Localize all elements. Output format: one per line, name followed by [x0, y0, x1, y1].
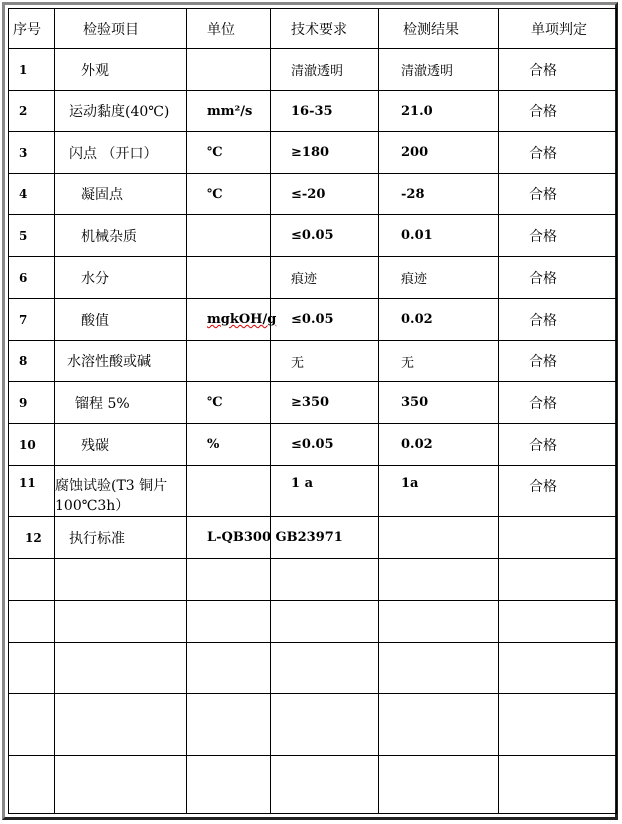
cell-text: 水溶性酸或碱: [67, 354, 151, 370]
cell-text: 合格: [529, 62, 557, 79]
result-cell: [379, 132, 499, 174]
cell-text: 合格: [529, 312, 557, 329]
header-cell: 检验项目: [55, 9, 187, 49]
requirement-cell: [271, 49, 379, 91]
requirement-cell: [271, 341, 379, 382]
cell-text: 6: [19, 270, 28, 285]
unit-cell: [187, 132, 271, 174]
cell-text: 4: [19, 187, 28, 201]
empty-cell: [379, 643, 499, 694]
empty-cell: [9, 559, 55, 601]
inspection-item-cell: [55, 257, 187, 299]
cell-text: ≥180: [291, 145, 330, 160]
cell-text: 无: [291, 355, 305, 371]
cell-text: 残碳: [81, 437, 109, 454]
header-cell: 技术要求: [271, 9, 379, 49]
inspection-item-cell: [55, 424, 187, 466]
cell-text: 酸值: [81, 312, 109, 329]
cell-text: 1a: [401, 476, 419, 491]
empty-cell: [379, 694, 499, 756]
cell-text: 200: [401, 145, 429, 160]
judgement-cell: [499, 174, 617, 215]
table-row: [9, 257, 617, 299]
judgement-cell: [499, 466, 617, 517]
unit-cell: [187, 215, 271, 257]
judgement-cell: [499, 132, 617, 174]
empty-cell: [379, 601, 499, 643]
table-row: [9, 382, 617, 424]
cell-text: 清澈透明: [401, 64, 454, 79]
requirement-cell: [271, 174, 379, 215]
judgement-cell: [499, 257, 617, 299]
cell-text: 21.0: [401, 103, 433, 119]
empty-cell: [271, 694, 379, 756]
row-number-cell: [9, 466, 55, 517]
judgement-cell: [499, 382, 617, 424]
empty-cell: [55, 756, 187, 814]
cell-text: 合格: [529, 270, 557, 287]
result-cell: [379, 517, 499, 559]
empty-table-row: [9, 694, 617, 756]
requirement-cell: [271, 424, 379, 466]
empty-table-row: [9, 643, 617, 694]
result-cell: [379, 299, 499, 341]
cell-text: 合格: [529, 395, 557, 412]
unit-cell: [187, 424, 271, 466]
inspection-item-cell: [55, 382, 187, 424]
unit-cell: [187, 382, 271, 424]
cell-text: 7: [19, 312, 28, 327]
judgement-cell: [499, 49, 617, 91]
inspection-item-cell: [55, 174, 187, 215]
cell-text: 0.01: [401, 228, 433, 243]
unit-cell: [187, 517, 343, 559]
empty-cell: [55, 694, 187, 756]
empty-table-row: [9, 756, 617, 814]
cell-text: 16-35: [291, 103, 333, 119]
table-row: [9, 517, 617, 559]
cell-text: ≤0.05: [291, 228, 334, 243]
empty-cell: [379, 756, 499, 814]
row-number-cell: [9, 299, 55, 341]
requirement-cell: [271, 215, 379, 257]
cell-text: 1: [19, 62, 28, 77]
cell-text: ≤-20: [291, 186, 326, 202]
cell-text: 闪点 （开口）: [69, 145, 158, 162]
requirement-cell: [271, 382, 379, 424]
row-number-cell: [9, 424, 55, 466]
table-row: [9, 424, 617, 466]
cell-text: 外观: [81, 62, 109, 79]
row-number-cell: [9, 517, 55, 559]
table-row: [9, 91, 617, 132]
inspection-item-cell: [55, 91, 187, 132]
inspection-item-cell: [55, 466, 187, 517]
cell-text: 水分: [81, 270, 109, 287]
cell-text: 8: [19, 354, 28, 368]
unit-cell: [187, 257, 271, 299]
empty-cell: [9, 694, 55, 756]
empty-cell: [499, 559, 617, 601]
row-number-cell: [9, 49, 55, 91]
empty-cell: [9, 756, 55, 814]
cell-text: 执行标准: [69, 530, 125, 547]
requirement-cell: [271, 132, 379, 174]
result-cell: [379, 424, 499, 466]
empty-cell: [271, 601, 379, 643]
cell-text: 机械杂质: [81, 228, 137, 245]
judgement-cell: [499, 341, 617, 382]
cell-text: 12: [25, 530, 42, 545]
unit-cell: [187, 341, 271, 382]
result-cell: [379, 382, 499, 424]
empty-cell: [187, 559, 271, 601]
inspection-item-cell: [55, 49, 187, 91]
cell-text: 合格: [529, 187, 557, 203]
header-cell: 单项判定: [499, 9, 617, 49]
cell-text: ℃: [207, 186, 223, 202]
cell-text: 1 a: [291, 476, 313, 491]
empty-cell: [9, 601, 55, 643]
cell-text: mgkOH/g: [207, 312, 277, 327]
cell-text: ℃: [207, 395, 223, 410]
table-row: [9, 132, 617, 174]
table-row: [9, 341, 617, 382]
cell-text: 合格: [529, 479, 557, 495]
cell-text: 0.02: [401, 437, 433, 452]
row-number-cell: [9, 257, 55, 299]
cell-text: 5: [19, 228, 28, 243]
cell-text: 痕迹: [401, 272, 428, 287]
inspection-item-cell: [55, 517, 187, 559]
empty-cell: [271, 756, 379, 814]
judgement-cell: [499, 91, 617, 132]
empty-cell: [499, 694, 617, 756]
cell-text: %: [207, 437, 220, 452]
table-row: [9, 49, 617, 91]
table-row: [9, 174, 617, 215]
result-cell: [379, 466, 499, 517]
cell-text: 3: [19, 145, 28, 160]
cell-text: 0.02: [401, 312, 433, 327]
inspection-item-cell: [55, 299, 187, 341]
empty-table-row: [9, 601, 617, 643]
result-cell: [379, 91, 499, 132]
unit-cell: [187, 91, 271, 132]
cell-text: -28: [401, 186, 425, 202]
empty-cell: [187, 601, 271, 643]
inspection-item-cell: [55, 341, 187, 382]
row-number-cell: [9, 91, 55, 132]
cell-text: 合格: [529, 104, 557, 120]
empty-cell: [499, 756, 617, 814]
cell-text: 合格: [529, 437, 557, 454]
cell-text: 350: [401, 395, 429, 410]
table-row: [9, 466, 617, 517]
cell-text: 清澈透明: [291, 64, 344, 79]
cell-text: 合格: [529, 145, 557, 162]
cell-text: 凝固点: [81, 187, 123, 203]
cell-text: 痕迹: [291, 272, 318, 287]
table-row: [9, 299, 617, 341]
unit-cell: [187, 174, 271, 215]
header-cell: 序号: [9, 9, 55, 49]
table-header-row: [9, 9, 617, 49]
cell-text: 镏程 5%: [75, 395, 130, 412]
unit-cell: [187, 49, 271, 91]
empty-cell: [499, 601, 617, 643]
unit-cell: [187, 466, 271, 517]
empty-cell: [187, 694, 271, 756]
cell-text: 运动黏度(40℃): [69, 104, 170, 120]
row-number-cell: [9, 341, 55, 382]
empty-cell: [499, 643, 617, 694]
empty-cell: [187, 643, 271, 694]
inspection-report-table: [8, 8, 617, 814]
cell-text: 11: [19, 476, 36, 490]
judgement-cell: [499, 299, 617, 341]
requirement-cell: [271, 299, 379, 341]
row-number-cell: [9, 382, 55, 424]
cell-text: ≤0.05: [291, 312, 334, 327]
cell-text: 合格: [529, 354, 557, 370]
empty-table-row: [9, 559, 617, 601]
table-row: [9, 215, 617, 257]
requirement-cell: [271, 466, 379, 517]
inspection-item-cell: [55, 132, 187, 174]
row-number-cell: [9, 215, 55, 257]
cell-text: 2: [19, 104, 28, 118]
header-cell: 检测结果: [379, 9, 499, 49]
empty-cell: [55, 643, 187, 694]
cell-text: 腐蚀试验(T3 铜片 100℃3h）: [55, 478, 168, 514]
unit-cell: [187, 299, 277, 341]
judgement-cell: [499, 517, 617, 559]
cell-text: L-QB300 GB23971: [207, 530, 343, 545]
empty-cell: [9, 643, 55, 694]
empty-cell: [55, 559, 187, 601]
result-cell: [379, 49, 499, 91]
result-cell: [379, 341, 499, 382]
result-cell: [379, 257, 499, 299]
row-number-cell: [9, 174, 55, 215]
cell-text: ≤0.05: [291, 437, 334, 452]
judgement-cell: [499, 215, 617, 257]
row-number-cell: [9, 132, 55, 174]
cell-text: 10: [19, 437, 36, 452]
empty-cell: [379, 559, 499, 601]
requirement-cell: [271, 257, 379, 299]
cell-text: 9: [19, 395, 28, 410]
cell-text: ℃: [207, 145, 223, 160]
header-cell: 单位: [187, 9, 271, 49]
cell-text: ≥350: [291, 395, 330, 410]
empty-cell: [55, 601, 187, 643]
result-cell: [379, 174, 499, 215]
inspection-item-cell: [55, 215, 187, 257]
cell-text: 合格: [529, 228, 557, 245]
cell-text: mm²/s: [207, 103, 253, 119]
judgement-cell: [499, 424, 617, 466]
empty-cell: [271, 559, 379, 601]
cell-text: 无: [401, 355, 415, 371]
requirement-cell: [271, 91, 379, 132]
empty-cell: [271, 643, 379, 694]
empty-cell: [187, 756, 271, 814]
result-cell: [379, 215, 499, 257]
